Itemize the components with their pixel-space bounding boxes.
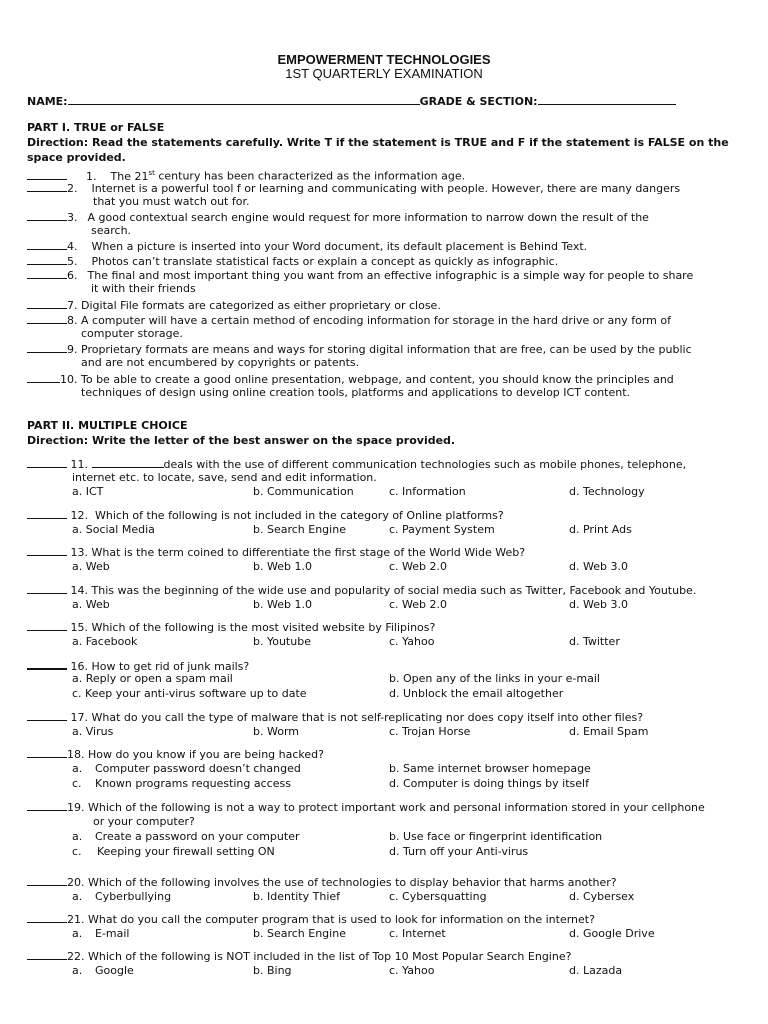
mc-item-22: 22. Which of the following is NOT included in the list of Top 10 Most Popular Search Engine?: [27, 949, 571, 964]
mc-item-17: 17. What do you call the type of malware that is not self-replicating nor does copy itself into other files?: [27, 710, 643, 725]
mc-item-12: 12. Which of the following is not included in the category of Online platforms?: [27, 508, 504, 523]
choice-a[interactable]: a. Facebook: [72, 635, 138, 648]
mc-item-19-cont: or your computer?: [93, 815, 195, 828]
choice-a-letter: a.: [72, 890, 83, 903]
part2-direction: Direction: Write the letter of the best answer on the space provided.: [27, 434, 456, 447]
choice-c[interactable]: c. Cybersquatting: [389, 890, 487, 903]
choice-d[interactable]: d. Turn off your Anti-virus: [389, 845, 529, 858]
choice-c[interactable]: c. Keep your anti-virus software up to date: [72, 687, 307, 700]
answer-blank[interactable]: [27, 313, 67, 324]
choice-a[interactable]: a. Virus: [72, 725, 114, 738]
tf-item-4: 4. When a picture is inserted into your Word document, its default placement is Behind Text.: [27, 239, 587, 254]
answer-blank[interactable]: [27, 710, 67, 721]
mc-item-21: 21. What do you call the computer program that is used to look for information on the internet?: [27, 912, 595, 927]
answer-blank[interactable]: [27, 169, 67, 180]
choice-d[interactable]: d. Technology: [569, 485, 645, 498]
name-blank[interactable]: [68, 93, 420, 105]
choice-d[interactable]: d. Twitter: [569, 635, 620, 648]
choice-a-letter: a.: [72, 762, 83, 775]
mc-item-13: 13. What is the term coined to differentiate the first stage of the World Wide Web?: [27, 545, 525, 560]
choice-d[interactable]: d. Cybersex: [569, 890, 635, 903]
tf-item-2: 2. Internet is a powerful tool f or learning and communicating with people. However, there are many dangers: [27, 181, 680, 196]
choice-a[interactable]: E-mail: [95, 927, 130, 940]
grade-blank[interactable]: [538, 93, 676, 105]
tf-item-9-cont: and are not encumbered by copyrights or patents.: [81, 356, 360, 369]
choice-b[interactable]: b. Bing: [253, 964, 292, 977]
choice-a-letter: a.: [72, 830, 83, 843]
grade-label: GRADE & SECTION:: [419, 95, 538, 108]
choice-a[interactable]: a. Reply or open a spam mail: [72, 672, 233, 685]
mc-item-11-cont: internet etc. to locate, save, send and edit information.: [72, 471, 377, 484]
answer-blank[interactable]: [27, 508, 67, 519]
choice-b[interactable]: b. Search Engine: [253, 523, 346, 536]
choice-c[interactable]: c. Yahoo: [389, 635, 435, 648]
choice-a-letter: a.: [72, 964, 83, 977]
choice-d[interactable]: d. Google Drive: [569, 927, 655, 940]
choice-b[interactable]: b. Youtube: [253, 635, 311, 648]
tf-item-10: 10. To be able to create a good online presentation, webpage, and content, you should know the principles and: [27, 372, 674, 387]
answer-blank[interactable]: [27, 372, 60, 383]
mc-item-15: 15. Which of the following is the most visited website by Filipinos?: [27, 620, 435, 635]
answer-blank[interactable]: [27, 210, 67, 221]
tf-item-8: 8. A computer will have a certain method of encoding information for storage in the hard drive or any form of: [27, 313, 671, 328]
choice-d[interactable]: d. Unblock the email altogether: [389, 687, 564, 700]
answer-blank[interactable]: [27, 800, 67, 811]
choice-d[interactable]: d. Web 3.0: [569, 598, 628, 611]
fill-blank[interactable]: [92, 457, 164, 468]
mc-item-16: 16. How to get rid of junk mails?: [27, 658, 249, 674]
tf-item-3-cont: search.: [91, 224, 132, 237]
answer-blank[interactable]: [27, 298, 67, 309]
choice-a[interactable]: a. Social Media: [72, 523, 155, 536]
name-label: NAME:: [27, 95, 68, 108]
part1-title: PART I. TRUE or FALSE: [27, 121, 165, 134]
answer-blank[interactable]: [27, 342, 67, 353]
part1-direction: Direction: Read the statements carefully. Write T if the statement is TRUE and F if the statement is FALSE on the space provided.: [27, 136, 729, 164]
choice-a[interactable]: a. ICT: [72, 485, 104, 498]
choice-b[interactable]: b. Use face or fingerprint identification: [389, 830, 603, 843]
choice-a[interactable]: Google: [95, 964, 134, 977]
tf-item-6: 6. The final and most important thing you want from an effective infographic is a simple way for people to share: [27, 268, 693, 283]
choice-a[interactable]: Computer password doesn’t changed: [95, 762, 301, 775]
choice-c[interactable]: Known programs requesting access: [95, 777, 291, 790]
answer-blank[interactable]: [27, 254, 67, 265]
answer-blank[interactable]: [27, 747, 67, 758]
tf-item-10-cont: techniques of design using online creation tools, platforms and applications to develop ICT content.: [81, 386, 631, 399]
answer-blank[interactable]: [27, 620, 67, 631]
name-grade-line: [27, 93, 676, 108]
mc-item-18: 18. How do you know if you are being hacked?: [27, 747, 324, 762]
choice-b[interactable]: b. Communication: [253, 485, 354, 498]
choice-b[interactable]: b. Same internet browser homepage: [389, 762, 591, 775]
tf-item-2-cont: that you must watch out for.: [93, 195, 250, 208]
choice-c[interactable]: c. Trojan Horse: [389, 725, 471, 738]
choice-d[interactable]: d. Lazada: [569, 964, 623, 977]
choice-d[interactable]: d. Web 3.0: [569, 560, 628, 573]
choice-d[interactable]: d. Computer is doing things by itself: [389, 777, 589, 790]
answer-blank[interactable]: [27, 181, 67, 192]
tf-item-9: 9. Proprietary formats are means and ways for storing digital information that are free, can be used by the public: [27, 342, 692, 357]
choice-d[interactable]: d. Print Ads: [569, 523, 632, 536]
choice-b[interactable]: b. Search Engine: [253, 927, 346, 940]
answer-blank[interactable]: [27, 583, 67, 594]
choice-c-letter: c.: [72, 845, 82, 858]
mc-item-11: 11. deals with the use of different communication technologies such as mobile phones, telephone,: [27, 457, 686, 472]
tf-item-1: 1. The 21st century has been characterized as the information age.: [27, 166, 465, 184]
choice-b[interactable]: b. Web 1.0: [253, 598, 312, 611]
tf-item-7: 7. Digital File formats are categorized as either proprietary or close.: [27, 298, 441, 313]
choice-a[interactable]: a. Web: [72, 598, 110, 611]
answer-blank[interactable]: [27, 875, 67, 886]
part2-title: PART II. MULTIPLE CHOICE: [27, 419, 188, 432]
choice-b[interactable]: b. Worm: [253, 725, 299, 738]
tf-item-8-cont: computer storage.: [81, 327, 183, 340]
choice-c[interactable]: c. Payment System: [389, 523, 495, 536]
answer-blank[interactable]: [27, 912, 67, 923]
answer-blank[interactable]: [27, 268, 67, 279]
choice-b[interactable]: b. Web 1.0: [253, 560, 312, 573]
choice-c-letter: c.: [72, 777, 82, 790]
choice-c[interactable]: c. Information: [389, 485, 466, 498]
choice-b[interactable]: b. Identity Thief: [253, 890, 341, 903]
tf-item-6-cont: it with their friends: [91, 282, 196, 295]
choice-c[interactable]: c. Yahoo: [389, 964, 435, 977]
mc-item-14: 14. This was the beginning of the wide use and popularity of social media such as Twitter, Facebook and Youtube.: [27, 583, 696, 598]
choice-c[interactable]: Keeping your firewall setting ON: [97, 845, 275, 858]
mc-item-19: 19. Which of the following is not a way to protect important work and personal information stored in your cellphone: [27, 800, 705, 815]
choice-c[interactable]: c. Web 2.0: [389, 598, 448, 611]
exam-title: EMPOWERMENT TECHNOLOGIES: [277, 52, 491, 67]
choice-b[interactable]: b. Open any of the links in your e-mail: [389, 672, 600, 685]
answer-blank[interactable]: [27, 239, 67, 250]
choice-a[interactable]: Create a password on your computer: [95, 830, 300, 843]
tf-item-3: 3. A good contextual search engine would request for more information to narrow down the result of the: [27, 210, 649, 225]
answer-blank[interactable]: [27, 949, 67, 960]
mc-item-20: 20. Which of the following involves the use of technologies to display behavior that harms another?: [27, 875, 617, 890]
choice-d[interactable]: d. Email Spam: [569, 725, 649, 738]
choice-a[interactable]: Cyberbullying: [95, 890, 172, 903]
choice-a[interactable]: a. Web: [72, 560, 110, 573]
choice-a-letter: a.: [72, 927, 83, 940]
exam-subtitle: 1ST QUARTERLY EXAMINATION: [285, 66, 483, 81]
choice-c[interactable]: c. Web 2.0: [389, 560, 448, 573]
tf-item-5: 5. Photos can’t translate statistical facts or explain a concept as quickly as infographic.: [27, 254, 558, 269]
answer-blank[interactable]: [27, 658, 67, 670]
answer-blank[interactable]: [27, 457, 67, 468]
choice-c[interactable]: c. Internet: [389, 927, 446, 940]
answer-blank[interactable]: [27, 545, 67, 556]
